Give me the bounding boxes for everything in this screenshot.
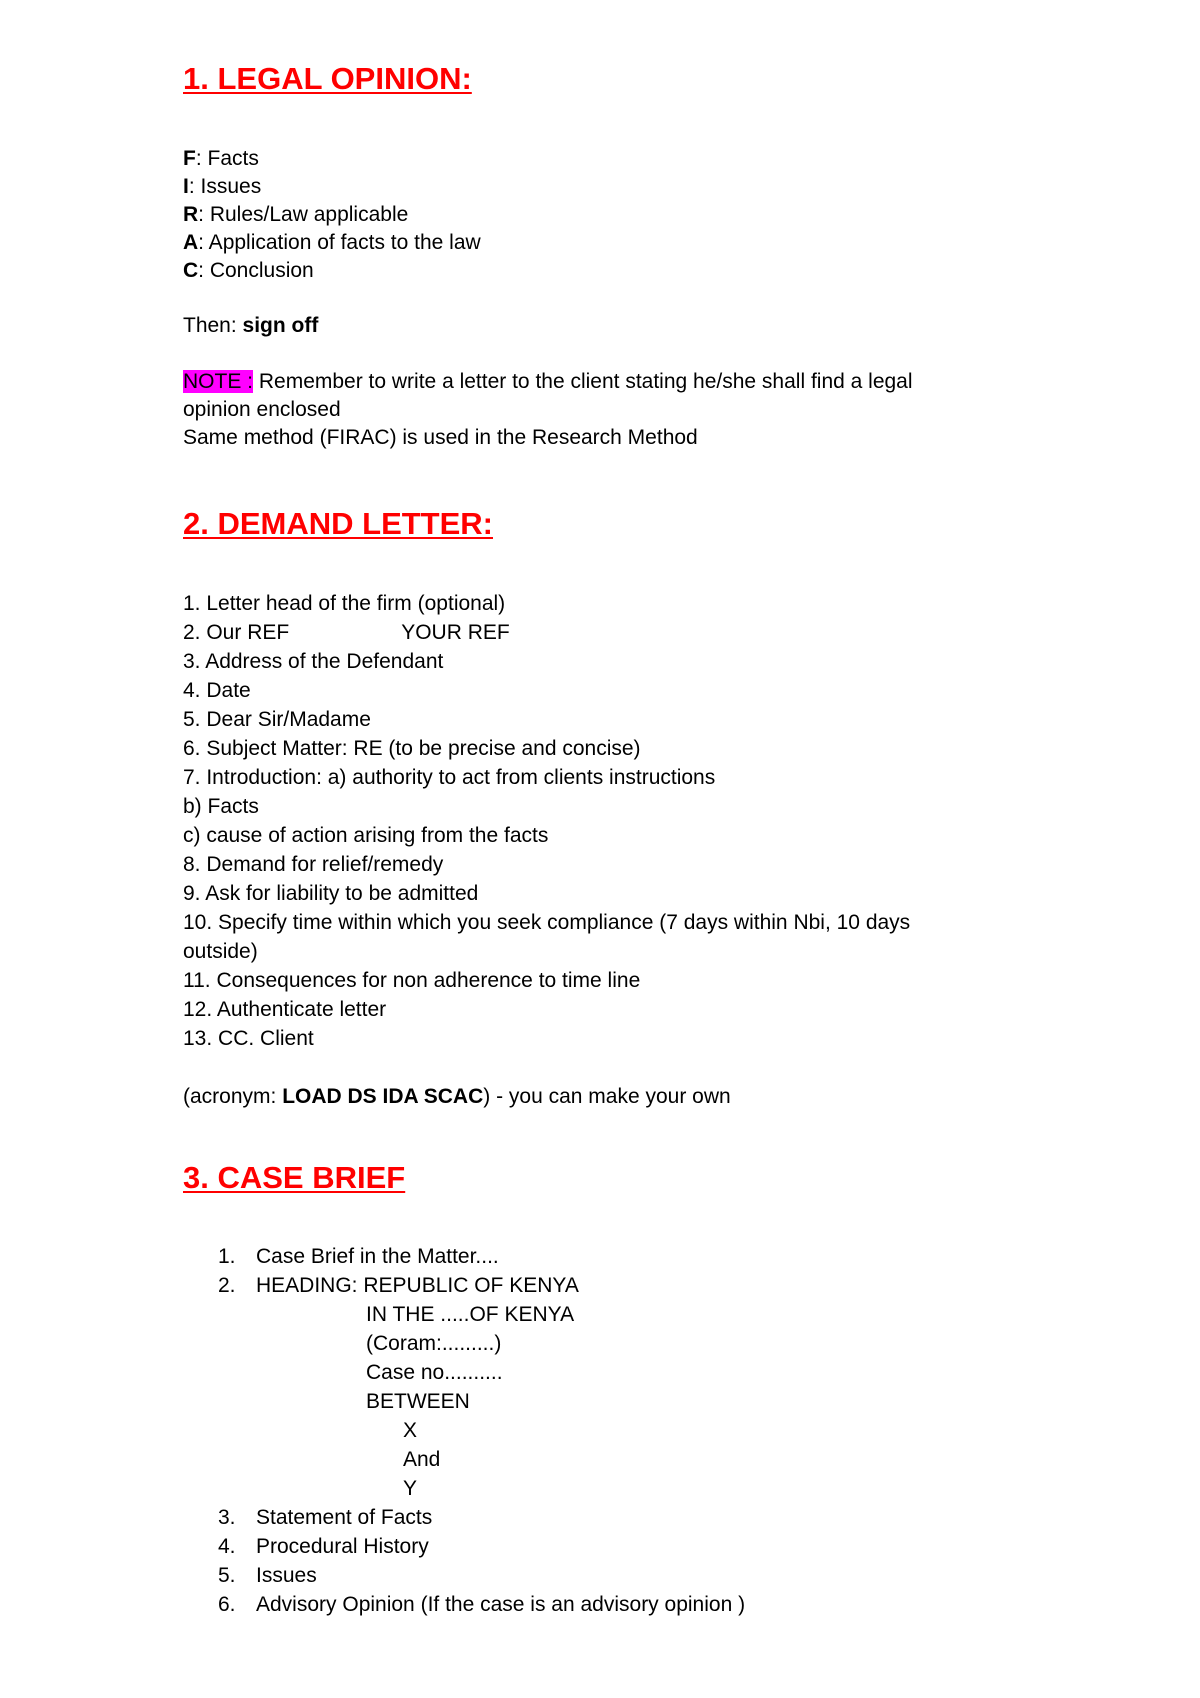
heading-sub-line: IN THE .....OF KENYA	[366, 1303, 575, 1326]
list-item: 3. Address of the Defendant	[183, 650, 444, 673]
list-item: Advisory Opinion (If the case is an advisory opinion )	[256, 1593, 746, 1616]
list-item: 7. Introduction: a) authority to act from clients instructions	[183, 766, 716, 789]
section-heading-demand-letter: 2. DEMAND LETTER:	[183, 506, 493, 541]
list-item: 11. Consequences for non adherence to time line	[183, 969, 641, 992]
then-line: Then: sign off	[183, 314, 319, 337]
acronym-line: (acronym: LOAD DS IDA SCAC) - you can make your own	[183, 1085, 731, 1108]
firac-item: R: Rules/Law applicable	[183, 203, 409, 226]
list-item: Case Brief in the Matter....	[256, 1245, 499, 1268]
list-item: Issues	[256, 1564, 317, 1587]
list-item: 6. Subject Matter: RE (to be precise and concise)	[183, 737, 641, 760]
list-item: 12. Authenticate letter	[183, 998, 387, 1021]
note-line-continued: opinion enclosed	[183, 398, 341, 421]
list-number: 5.	[218, 1564, 236, 1587]
heading-sub-line: (Coram:.........)	[366, 1332, 502, 1355]
list-number: 2.	[218, 1274, 236, 1297]
method-line: Same method (FIRAC) is used in the Research Method	[183, 426, 698, 449]
list-number: 1.	[218, 1245, 236, 1268]
list-item: 10. Specify time within which you seek compliance (7 days within Nbi, 10 days	[183, 911, 911, 934]
list-item: b) Facts	[183, 795, 259, 818]
list-item: 13. CC. Client	[183, 1027, 314, 1050]
list-item: c) cause of action arising from the facts	[183, 824, 549, 847]
heading-sub-line: Case no..........	[366, 1361, 503, 1384]
firac-item: C: Conclusion	[183, 259, 314, 282]
list-item: 2. Our REF YOUR REF	[183, 621, 510, 644]
firac-item: I: Issues	[183, 175, 262, 198]
heading-sub-line: BETWEEN	[366, 1390, 470, 1413]
firac-item: A: Application of facts to the law	[183, 231, 481, 254]
list-item: 4. Date	[183, 679, 251, 702]
list-item: 5. Dear Sir/Madame	[183, 708, 371, 731]
list-number: 3.	[218, 1506, 236, 1529]
party-line: X	[403, 1419, 418, 1442]
list-item: 9. Ask for liability to be admitted	[183, 882, 479, 905]
note-line: NOTE : Remember to write a letter to the client stating he/she shall find a legal	[183, 370, 913, 393]
list-item: Statement of Facts	[256, 1506, 433, 1529]
list-number: 6.	[218, 1593, 236, 1616]
section-heading-case-brief: 3. CASE BRIEF	[183, 1160, 406, 1195]
firac-item: F: Facts	[183, 147, 259, 170]
party-line: Y	[403, 1477, 418, 1500]
note-highlight: NOTE :	[183, 370, 254, 393]
section-heading-legal-opinion: 1. LEGAL OPINION:	[183, 61, 472, 96]
list-item: Procedural History	[256, 1535, 429, 1558]
list-number: 4.	[218, 1535, 236, 1558]
list-item: HEADING: REPUBLIC OF KENYA	[256, 1274, 579, 1297]
list-item: 8. Demand for relief/remedy	[183, 853, 444, 876]
party-line: And	[403, 1448, 441, 1471]
list-item: 1. Letter head of the firm (optional)	[183, 592, 506, 615]
list-item: outside)	[183, 940, 258, 963]
